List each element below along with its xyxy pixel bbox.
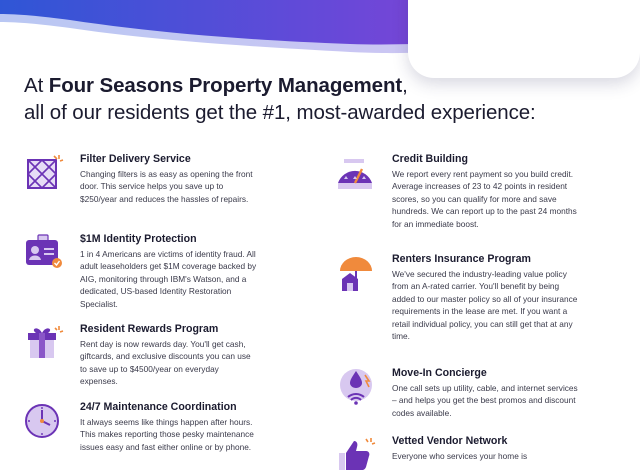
feature-description: Everyone who services your home is: [392, 451, 528, 461]
headline-brand: Four Seasons Property Management: [48, 74, 403, 97]
feature-description: We've secured the industry-leading value policy from an A-rated carrier. You'll benefit by being added to our master policy so all of your insurance requirements in the lease are met. If you want a retail individual policy, you can still get that at any time.: [392, 269, 578, 342]
page-headline: [24, 72, 624, 126]
feature-description: One call sets up utility, cable, and internet services – and helps you get the best promos and discount codes available.: [392, 383, 578, 418]
feature-title: $1M Identity Protection: [80, 233, 197, 245]
feature-description: It always seems like things happen after hours. This makes reporting those pesky maintenance issues easy and fast either online or by phone.: [80, 417, 254, 452]
clock-icon: [24, 401, 64, 441]
feature-description: Rent day is now rewards day. You'll get cash, giftcards, and exclusive discounts you can use to save up to $4500/year on everyday expenses.: [80, 339, 251, 387]
feature-description: We report every rent payment so you build credit. Average increases of 23 to 42 points in resident scores, so you can qualify for more and save hundreds. We can report up to the past 24 months for an immediate boost.: [392, 169, 577, 229]
feature-title: Move-In Concierge: [392, 367, 487, 379]
hero-card: [408, 0, 640, 78]
id-badge-icon: [24, 233, 64, 273]
gift-icon: [24, 323, 64, 363]
feature-title: 24/7 Maintenance Coordination: [80, 401, 237, 413]
thumbs-up-icon: [336, 435, 376, 475]
utilities-icon: [336, 367, 376, 407]
feature-description: Changing filters is as easy as opening the front door. This service helps you save up to $250/year and reduces the hassles of repairs.: [80, 169, 253, 204]
feature-title: Renters Insurance Program: [392, 253, 531, 265]
feature-title: Credit Building: [392, 153, 468, 165]
headline-prefix: At: [24, 74, 49, 97]
feature-description: 1 in 4 Americans are victims of identity fraud. All adult leaseholders get $1M coverage backed by AIG, monitoring through IBM's Watson, and a dedicated, US-based Identity Restoration Specialist.: [80, 249, 257, 309]
headline-line2: all of our residents get the #1, most-awarded experience:: [24, 101, 536, 124]
feature-title: Filter Delivery Service: [80, 153, 191, 165]
umbrella-house-icon: [336, 253, 376, 293]
credit-meter-icon: [336, 153, 376, 193]
feature-title: Vetted Vendor Network: [392, 435, 508, 447]
headline-comma: ,: [402, 74, 408, 97]
filter-icon: [24, 153, 64, 193]
feature-title: Resident Rewards Program: [80, 323, 219, 335]
